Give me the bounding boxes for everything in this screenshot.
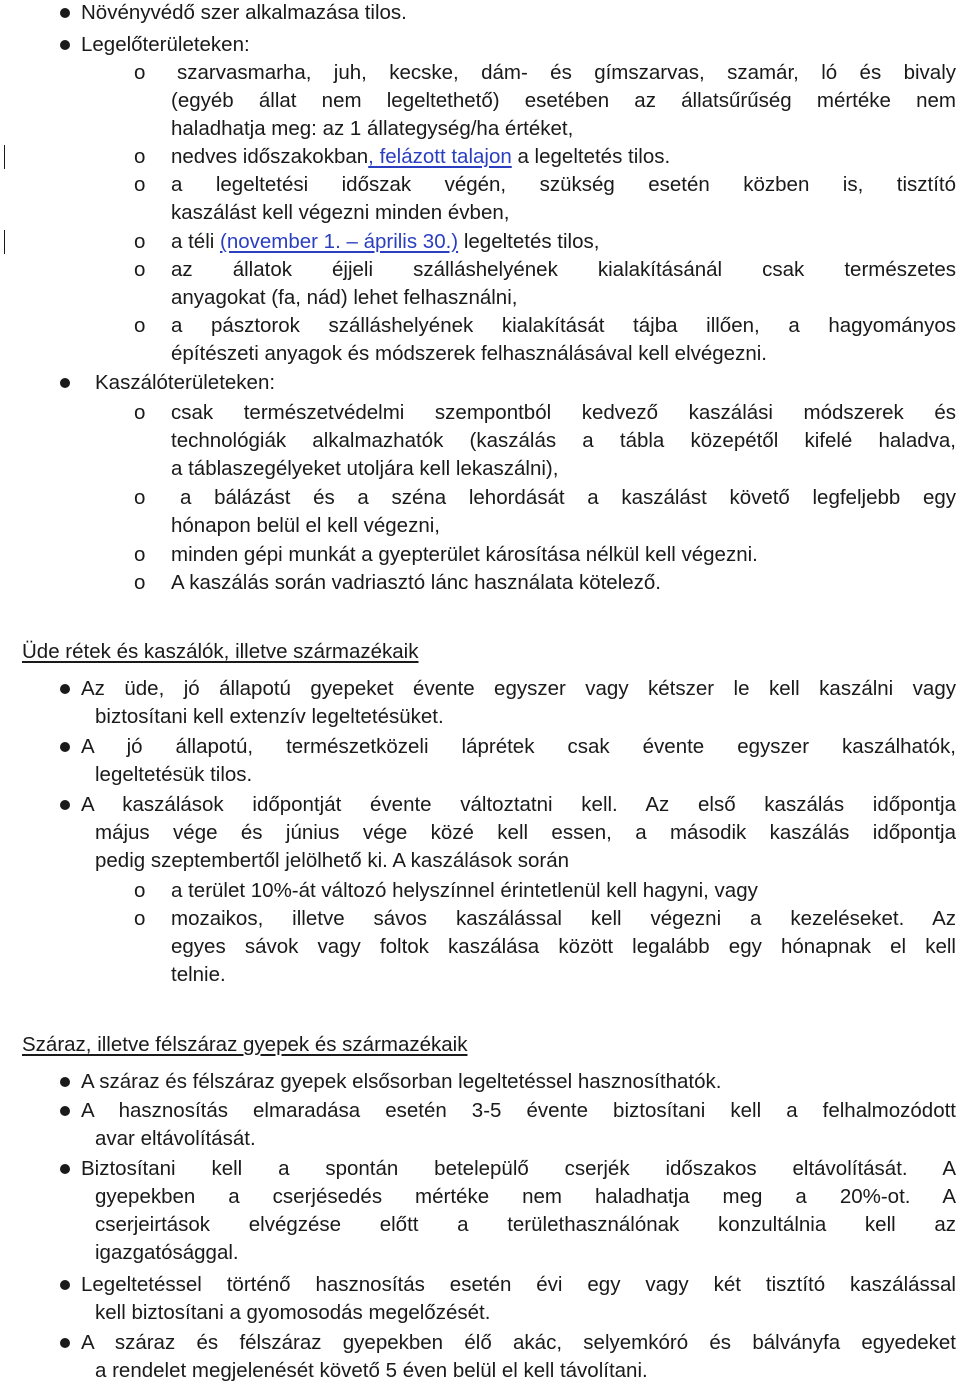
text-line: telnie. [171,963,226,986]
text-line: cserjeirtások elvégzése előtt a területhasználónak konzultálnia kell az [95,1213,956,1236]
change-bar [4,145,5,169]
section-heading-szaraz: Száraz, illetve félszáraz gyepek és származékaik [22,1033,468,1056]
sub-bullet-icon: o [134,145,146,168]
text-line: a pásztorok szálláshelyének kialakítását tájba illően, a hagyományos [171,314,956,337]
text-line: A jó állapotú, természetközeli láprétek csak évente egyszer kaszálhatók, [81,735,956,758]
sub-bullet-icon: o [134,401,146,424]
text-line: kaszálást kell végezni minden évben, [171,201,510,224]
text-line: a bálázást és a széna lehordását a kaszálást követő legfeljebb egy [180,486,956,509]
text-run: a téli [171,230,220,253]
text-line: (egyéb állat nem legeltethető) esetében az állatsűrűség mértéke nem [171,89,956,112]
bullet-icon [60,8,70,18]
text-line: Kaszálóterületeken: [95,371,276,394]
text-line: szarvasmarha, juh, kecske, dám- és gímszarvas, szamár, ló és bivaly [177,61,956,84]
text-line: a rendelet megjelenését követő 5 éven belül el kell távolítani. [95,1359,648,1382]
bullet-icon [60,40,70,50]
bullet-icon [60,378,70,388]
sub-bullet-icon: o [134,879,146,902]
text-line [171,145,670,171]
text-line: mozaikos, illetve sávos kaszálással kell végezni a kezeléseket. Az [171,907,956,930]
text-line: A kaszálás során vadriasztó lánc használata kötelező. [171,571,661,594]
text-line: legeltetésük tilos. [95,763,253,786]
text-line: A hasznosítás elmaradása esetén 3-5 évente biztosítani kell a felhalmozódott [81,1099,956,1122]
sub-bullet-icon: o [134,907,146,930]
text-line: biztosítani kell extenzív legeltetésüket. [95,705,444,728]
text-line: az állatok éjjeli szálláshelyének kialakításánál csak természetes [171,258,956,281]
sub-bullet-icon: o [134,258,146,281]
text-line: a legeltetési időszak végén, szükség esetén közben is, tisztító [171,173,956,196]
sub-bullet-icon: o [134,230,146,253]
bullet-icon [60,1106,70,1116]
bullet-icon [60,1077,70,1087]
text-line: Növényvédő szer alkalmazása tilos. [81,1,407,24]
text-line: haladhatja meg: az 1 állategység/ha értéket, [171,117,574,140]
text-line: avar eltávolítását. [95,1127,256,1150]
text-line [171,230,599,256]
text-line: pedig szeptembertől jelölhető ki. A kaszálások során [95,849,570,872]
sub-bullet-icon: o [134,486,146,509]
change-bar [4,230,5,254]
sub-bullet-icon: o [134,61,146,84]
text-line: A kaszálások időpontját évente változtatni kell. Az első kaszálás időpontja [81,793,956,816]
text-run: legeltetés tilos, [458,230,600,253]
bullet-icon [60,1338,70,1348]
text-line: Biztosítani kell a spontán betelepülő cserjék időszakos eltávolítását. A [81,1157,956,1180]
text-line: építészeti anyagok és módszerek felhasználásával kell elvégezni. [171,342,767,365]
text-line: a táblaszegélyeket utoljára kell lekaszálni), [171,457,559,480]
link-felazott-talajon[interactable]: , felázott talajon [368,145,512,168]
text-line: anyagokat (fa, nád) lehet felhasználni, [171,286,518,309]
section-heading-ude: Üde rétek és kaszálók, illetve származékaik [22,640,419,663]
bullet-icon [60,684,70,694]
text-run: nedves időszakokban [171,145,369,168]
text-line: Az üde, jó állapotú gyepeket évente egyszer vagy kétszer le kell kaszálni vagy [81,677,956,700]
bullet-icon [60,1164,70,1174]
text-line: gyepekben a cserjésedés mértéke nem haladhatja meg a 20%-ot. A [95,1185,956,1208]
text-line: igazgatósággal. [95,1241,239,1264]
link-november-aprilis[interactable]: (november 1. – április 30.) [220,230,459,253]
bullet-icon [60,742,70,752]
bullet-icon [60,1280,70,1290]
bullet-icon [60,800,70,810]
text-line: minden gépi munkát a gyepterület károsítása nélkül kell végezni. [171,543,758,566]
text-line: A száraz és félszáraz gyepek elsősorban legeltetéssel hasznosíthatók. [81,1070,722,1093]
text-line: Legelőterületeken: [81,33,250,56]
sub-bullet-icon: o [134,571,146,594]
text-line: technológiák alkalmazhatók (kaszálás a tábla közepétől kifelé haladva, [171,429,956,452]
text-line: hónapon belül el kell végezni, [171,514,440,537]
sub-bullet-icon: o [134,314,146,337]
text-run: a legeltetés tilos. [511,145,671,168]
sub-bullet-icon: o [134,543,146,566]
text-line: Legeltetéssel történő hasznosítás esetén évi egy vagy két tisztító kaszálással [81,1273,956,1296]
sub-bullet-icon: o [134,173,146,196]
text-line: egyes sávok vagy foltok kaszálása között legalább egy hónapnak el kell [171,935,956,958]
text-line: A száraz és félszáraz gyepekben élő akác, selyemkóró és bálványfa egyedeket [81,1331,956,1354]
text-line: május vége és június vége közé kell essen, a második kaszálás időpontja [95,821,956,844]
text-line: kell biztosítani a gyomosodás megelőzését. [95,1301,491,1324]
text-line: a terület 10%-át változó helyszínnel érintetlenül kell hagyni, vagy [171,879,758,902]
text-line: csak természetvédelmi szempontból kedvező kaszálási módszerek és [171,401,956,424]
